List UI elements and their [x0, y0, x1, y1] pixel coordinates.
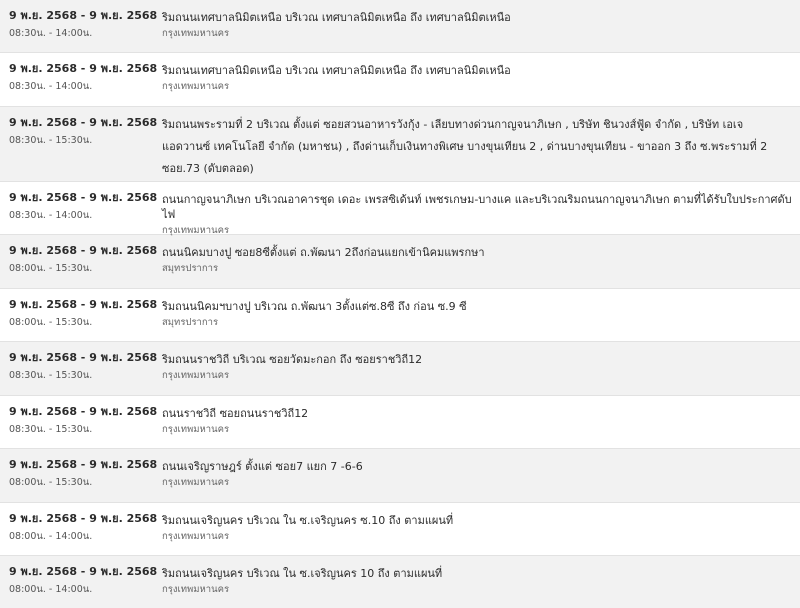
- time-range: 08:30น. - 14:00น.: [9, 81, 93, 92]
- date-range: 9 พ.ย. 2568 - 9 พ.ย. 2568: [9, 191, 158, 204]
- date-range: 9 พ.ย. 2568 - 9 พ.ย. 2568: [9, 116, 158, 129]
- location-text: ริมถนนพระรามที่ 2 บริเวณ ตั้งแต่ ซอยสวนอาหารวังกุ้ง - เลียบทางด่วนกาญจนาภิเษก , บริษัท ชินวงส์ฟู้ด จำกัด , บริษัท เอเจ แอดวานซ์ เทคโนโลยี จำกัด (มหาชน) , ถึงด่านเก็บเงินทางพิเศษ บางขุนเทียน 2 , ด่านบางขุนเทียน - ขาออก 3 ถึง ซ.พระรามที่ 2 ซอย.73 (ดับตลอด): [162, 118, 768, 175]
- location-text: ถนนเจริญราษฎร์ ตั้งแต่ ซอย7 แยก 7 -6-6: [162, 460, 363, 473]
- province-text: กรุงเทพมหานคร: [162, 531, 230, 542]
- location-column: [162, 503, 800, 555]
- location-column: [162, 396, 800, 448]
- date-range: 9 พ.ย. 2568 - 9 พ.ย. 2568: [9, 565, 158, 578]
- list-item[interactable]: [0, 53, 800, 107]
- list-item[interactable]: [0, 0, 800, 53]
- province-text: กรุงเทพมหานคร: [162, 28, 230, 39]
- list-item[interactable]: [0, 182, 800, 235]
- list-item[interactable]: [0, 503, 800, 556]
- date-column: [0, 449, 162, 502]
- date-column: [0, 0, 162, 52]
- list-item[interactable]: [0, 289, 800, 342]
- location-column: [162, 449, 800, 502]
- time-range: 08:30น. - 15:30น.: [9, 370, 93, 381]
- list-item[interactable]: [0, 342, 800, 396]
- location-text: ถนนราชวิถี ซอยถนนราชวิถี12: [162, 407, 309, 420]
- list-item[interactable]: [0, 556, 800, 608]
- time-range: 08:00น. - 15:30น.: [9, 317, 93, 328]
- location-text: ถนนกาญจนาภิเษก บริเวณอาคารชุด เดอะ เพรสซิเด้นท์ เพชรเกษม-บางแค และบริเวณริมถนนกาญจนาภิเษก ตามที่ได้รับใบประกาศดับไฟ: [162, 193, 792, 221]
- date-column: [0, 342, 162, 395]
- location-column: [162, 289, 800, 341]
- date-range: 9 พ.ย. 2568 - 9 พ.ย. 2568: [9, 405, 158, 418]
- list-item[interactable]: [0, 107, 800, 182]
- time-range: 08:00น. - 14:00น.: [9, 584, 93, 595]
- date-column: [0, 107, 162, 181]
- date-column: [0, 396, 162, 448]
- time-range: 08:30น. - 15:30น.: [9, 424, 93, 435]
- location-column: [162, 235, 800, 288]
- location-column: [162, 53, 800, 106]
- location-text: ริมถนนเจริญนคร บริเวณ ใน ซ.เจริญนคร ซ.10 ถึง ตามแผนที่: [162, 514, 454, 527]
- date-range: 9 พ.ย. 2568 - 9 พ.ย. 2568: [9, 351, 158, 364]
- date-column: [0, 182, 162, 234]
- location-text: ริมถนนเทศบาลนิมิตเหนือ บริเวณ เทศบาลนิมิตเหนือ ถึง เทศบาลนิมิตเหนือ: [162, 11, 511, 24]
- province-text: กรุงเทพมหานคร: [162, 370, 230, 381]
- location-column: [162, 0, 800, 52]
- location-text: ริมถนนราชวิถี บริเวณ ซอยวัดมะกอก ถึง ซอยราชวิถี12: [162, 353, 423, 366]
- time-range: 08:00น. - 14:00น.: [9, 531, 93, 542]
- time-range: 08:30น. - 14:00น.: [9, 28, 93, 39]
- date-range: 9 พ.ย. 2568 - 9 พ.ย. 2568: [9, 458, 158, 471]
- list-item[interactable]: [0, 449, 800, 503]
- date-range: 9 พ.ย. 2568 - 9 พ.ย. 2568: [9, 244, 158, 257]
- location-column: [162, 342, 800, 395]
- date-range: 9 พ.ย. 2568 - 9 พ.ย. 2568: [9, 512, 158, 525]
- location-text: ถนนนิคมบางปู ซอย8ซีตั้งแต่ ถ.พัฒนา 2ถึงก่อนแยกเข้านิคมแพรกษา: [162, 246, 485, 259]
- province-text: กรุงเทพมหานคร: [162, 225, 230, 236]
- location-column: [162, 182, 800, 234]
- location-text: ริมถนนเทศบาลนิมิตเหนือ บริเวณ เทศบาลนิมิตเหนือ ถึง เทศบาลนิมิตเหนือ: [162, 64, 511, 77]
- date-column: [0, 503, 162, 555]
- date-column: [0, 235, 162, 288]
- province-text: สมุทรปราการ: [162, 263, 219, 274]
- time-range: 08:30น. - 15:30น.: [9, 135, 93, 146]
- list-item[interactable]: [0, 396, 800, 449]
- province-text: สมุทรปราการ: [162, 317, 219, 328]
- date-range: 9 พ.ย. 2568 - 9 พ.ย. 2568: [9, 62, 158, 75]
- time-range: 08:00น. - 15:30น.: [9, 263, 93, 274]
- date-column: [0, 556, 162, 608]
- date-column: [0, 53, 162, 106]
- province-text: กรุงเทพมหานคร: [162, 424, 230, 435]
- province-text: กรุงเทพมหานคร: [162, 584, 230, 595]
- location-column: [162, 556, 800, 608]
- province-text: กรุงเทพมหานคร: [162, 477, 230, 488]
- province-text: กรุงเทพมหานคร: [162, 81, 230, 92]
- location-text: ริมถนนนิคมฯบางปู บริเวณ ถ.พัฒนา 3ตั้งแต่ซ.8ซี ถึง ก่อน ซ.9 ซี: [162, 300, 467, 313]
- time-range: 08:00น. - 15:30น.: [9, 477, 93, 488]
- date-range: 9 พ.ย. 2568 - 9 พ.ย. 2568: [9, 9, 158, 22]
- date-column: [0, 289, 162, 341]
- location-text: ริมถนนเจริญนคร บริเวณ ใน ซ.เจริญนคร 10 ถึง ตามแผนที่: [162, 567, 443, 580]
- location-column: [162, 107, 800, 181]
- date-range: 9 พ.ย. 2568 - 9 พ.ย. 2568: [9, 298, 158, 311]
- list-item[interactable]: [0, 235, 800, 289]
- time-range: 08:30น. - 14:00น.: [9, 210, 93, 221]
